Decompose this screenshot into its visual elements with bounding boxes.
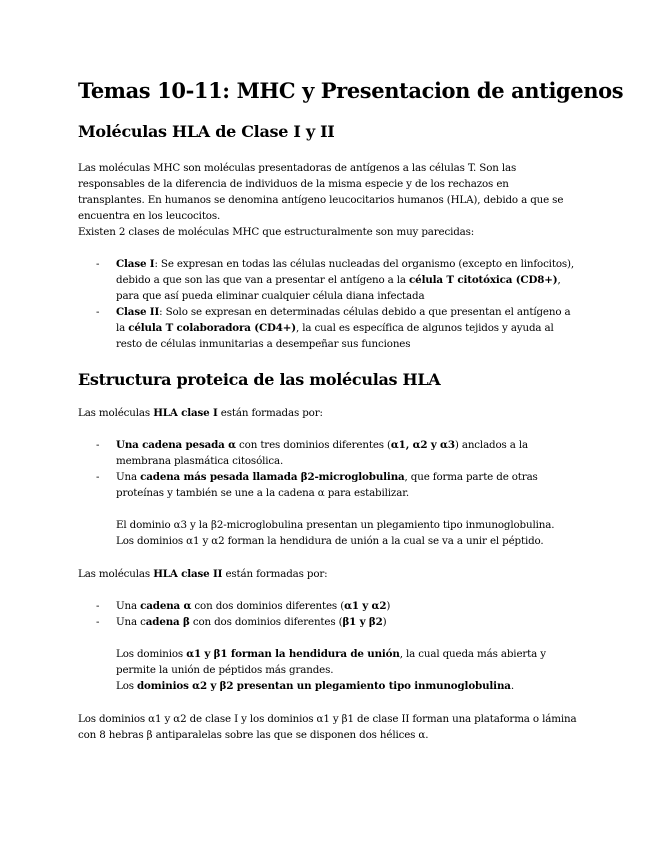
clase-i-intro: Las moléculas HLA clase I están formadas por: <box>78 407 323 419</box>
list-bullet: - <box>96 306 100 318</box>
section-heading-hla-classes: Moléculas HLA de Clase I y II <box>78 122 335 141</box>
clase-ii-note-1: Los dominios α1 y β1 forman la hendidura de unión, la cual queda más abierta y permite la unión de péptidos más grandes. <box>116 648 546 676</box>
section-heading-structure: Estructura proteica de las moléculas HLA <box>78 370 441 389</box>
list-item-cadena-beta: Una cadena β con dos dominios diferentes (β1 y β2) <box>116 616 387 628</box>
list-bullet: - <box>96 258 100 270</box>
list-item-cadena-pesada: Una cadena pesada α con tres dominios diferentes (α1, α2 y α3) anclados a la membrana plasmática citosólica. <box>116 439 529 467</box>
list-bullet: - <box>96 600 100 612</box>
clase-i-note-1: El dominio α3 y la β2-microglobulina presentan un plegamiento tipo inmunoglobulina. <box>116 519 555 531</box>
list-item-clase-i: Clase I: Se expresan en todas las células nucleadas del organismo (excepto en linfocitos), debido a que son las que van a presentar el antígeno a la célula T citotóxica (CD8+), para que así pueda eliminar cualquier célula diana infectada <box>116 258 574 302</box>
clase-ii-note-2: Los dominios α2 y β2 presentan un plegamiento tipo inmunoglobulina. <box>116 680 514 692</box>
intro-paragraph: Las moléculas MHC son moléculas presentadoras de antígenos a las células T. Son las responsables de la diferencia de individuos de la misma especie y de los rechazos en transplantes. En humanos se denomina antígeno leucocitarios humanos (HLA), debido a que se encuentra en los leucocitos. <box>78 162 564 222</box>
term-clase-i: Clase I <box>116 258 155 270</box>
term-clase-ii: Clase II <box>116 306 160 318</box>
classes-intro-paragraph: Existen 2 clases de moléculas MHC que estructuralmente son muy parecidas: <box>78 226 475 238</box>
clase-i-note-2: Los dominios α1 y α2 forman la hendidura de unión a la cual se va a unir el péptido. <box>116 535 544 547</box>
list-bullet: - <box>96 439 100 451</box>
list-item-clase-ii: Clase II: Solo se expresan en determinadas células debido a que presentan el antígeno a la célula T colaboradora (CD4+), la cual es específica de algunos tejidos y ayuda al resto de células inmunitarias a desempeñar sus funciones <box>116 306 571 350</box>
page-title: Temas 10-11: MHC y Presentacion de antigenos <box>78 78 624 103</box>
clase-ii-intro: Las moléculas HLA clase II están formadas por: <box>78 568 328 580</box>
list-item-cadena-alfa: Una cadena α con dos dominios diferentes (α1 y α2) <box>116 600 391 612</box>
list-item-b2-microglobulina: Una cadena más pesada llamada β2-microglobulina, que forma parte de otras proteínas y también se une a la cadena α para estabilizar. <box>116 471 538 499</box>
closing-paragraph: Los dominios α1 y α2 de clase I y los dominios α1 y β1 de clase II forman una plataforma o lámina con 8 hebras β antiparalelas sobre las que se disponen dos hélices α. <box>78 713 577 741</box>
list-bullet: - <box>96 616 100 628</box>
list-bullet: - <box>96 471 100 483</box>
